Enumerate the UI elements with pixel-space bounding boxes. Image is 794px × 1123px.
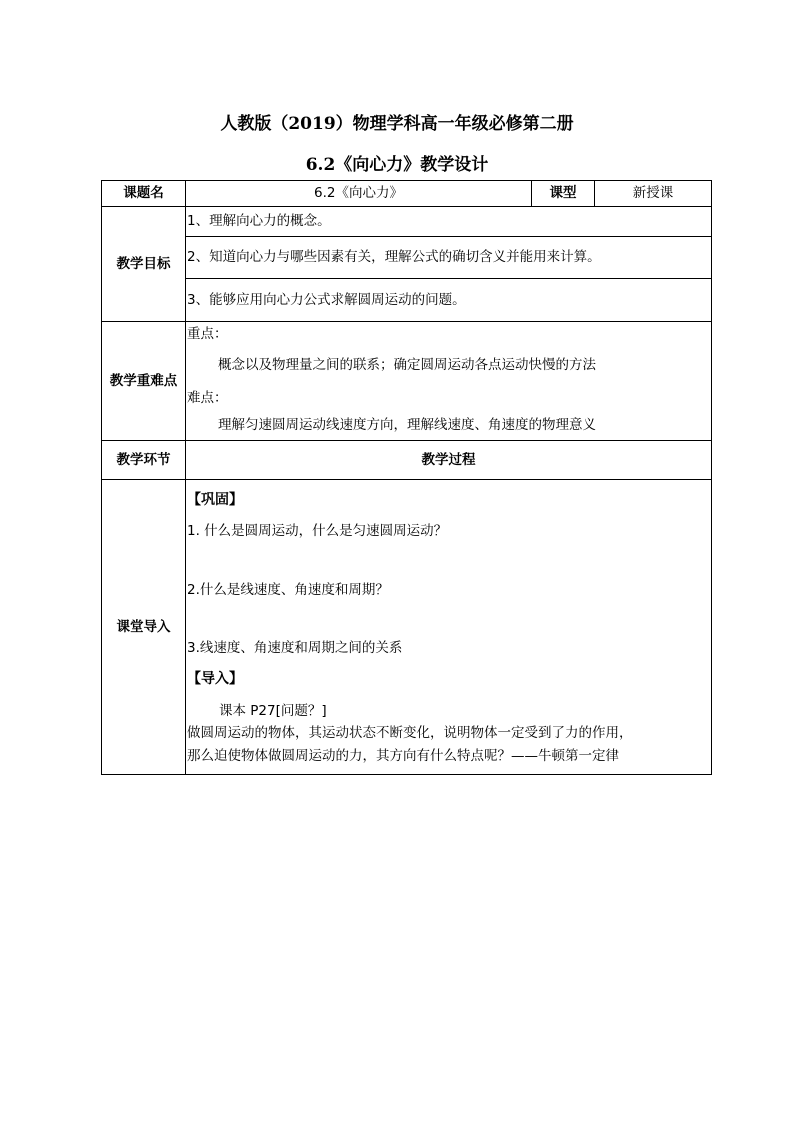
review-item-3: 3.线速度、角速度和周期之间的关系	[187, 640, 403, 656]
topic-row	[102, 181, 712, 207]
textbook-reference: 课本 P27[问题？]	[219, 703, 327, 719]
process-header-row	[102, 441, 712, 480]
intro-content	[186, 480, 711, 774]
keypoints-content	[186, 322, 711, 440]
lesson-type-label: 课型	[532, 181, 595, 207]
document-subtitle: 6.2《向心力》教学设计	[305, 155, 489, 175]
objective-item-3: 3、能够应用向心力公式求解圆周运动的问题。	[186, 279, 712, 322]
difficult-text: 理解匀速圆周运动线速度方向，理解线速度、角速度的物理意义	[218, 417, 596, 433]
intro-line-2: 那么迫使物体做圆周运动的力，其方向有什么特点呢？——牛顿第一定律	[187, 748, 619, 764]
objectives-label: 教学目标	[102, 207, 186, 322]
intro-row	[102, 480, 712, 775]
intro-line-1: 做圆周运动的物体，其运动状态不断变化，说明物体一定受到了力的作用，	[187, 725, 633, 741]
review-item-2: 2.什么是线速度、角速度和周期？	[187, 582, 389, 598]
keypoints-row	[102, 322, 712, 441]
process-header: 教学过程	[186, 441, 712, 480]
document-title: 人教版（2019）物理学科高一年级必修第二册	[220, 114, 574, 134]
topic-label: 课题名	[102, 181, 186, 207]
key-text: 概念以及物理量之间的联系；确定圆周运动各点运动快慢的方法	[218, 357, 596, 373]
topic-value: 6.2《向心力》	[186, 181, 532, 207]
difficult-heading: 难点：	[187, 390, 228, 406]
lesson-type-value: 新授课	[595, 181, 712, 207]
objective-item-1: 1、理解向心力的概念。	[186, 207, 712, 237]
objective-item-2: 2、知道向心力与哪些因素有关，理解公式的确切含义并能用来计算。	[186, 237, 712, 279]
review-item-1: 1. 什么是圆周运动，什么是匀速圆周运动？	[187, 523, 448, 539]
objective-row-2	[102, 237, 712, 279]
lesson-plan-table	[101, 180, 712, 775]
objective-row-1	[102, 207, 712, 237]
stage-header: 教学环节	[102, 441, 186, 480]
objective-row-3	[102, 279, 712, 322]
intro-heading: 【导入】	[187, 671, 243, 687]
key-heading: 重点：	[187, 326, 228, 342]
intro-label: 课堂导入	[102, 480, 186, 775]
keypoints-label: 教学重难点	[102, 322, 186, 441]
review-heading: 【巩固】	[187, 492, 243, 508]
